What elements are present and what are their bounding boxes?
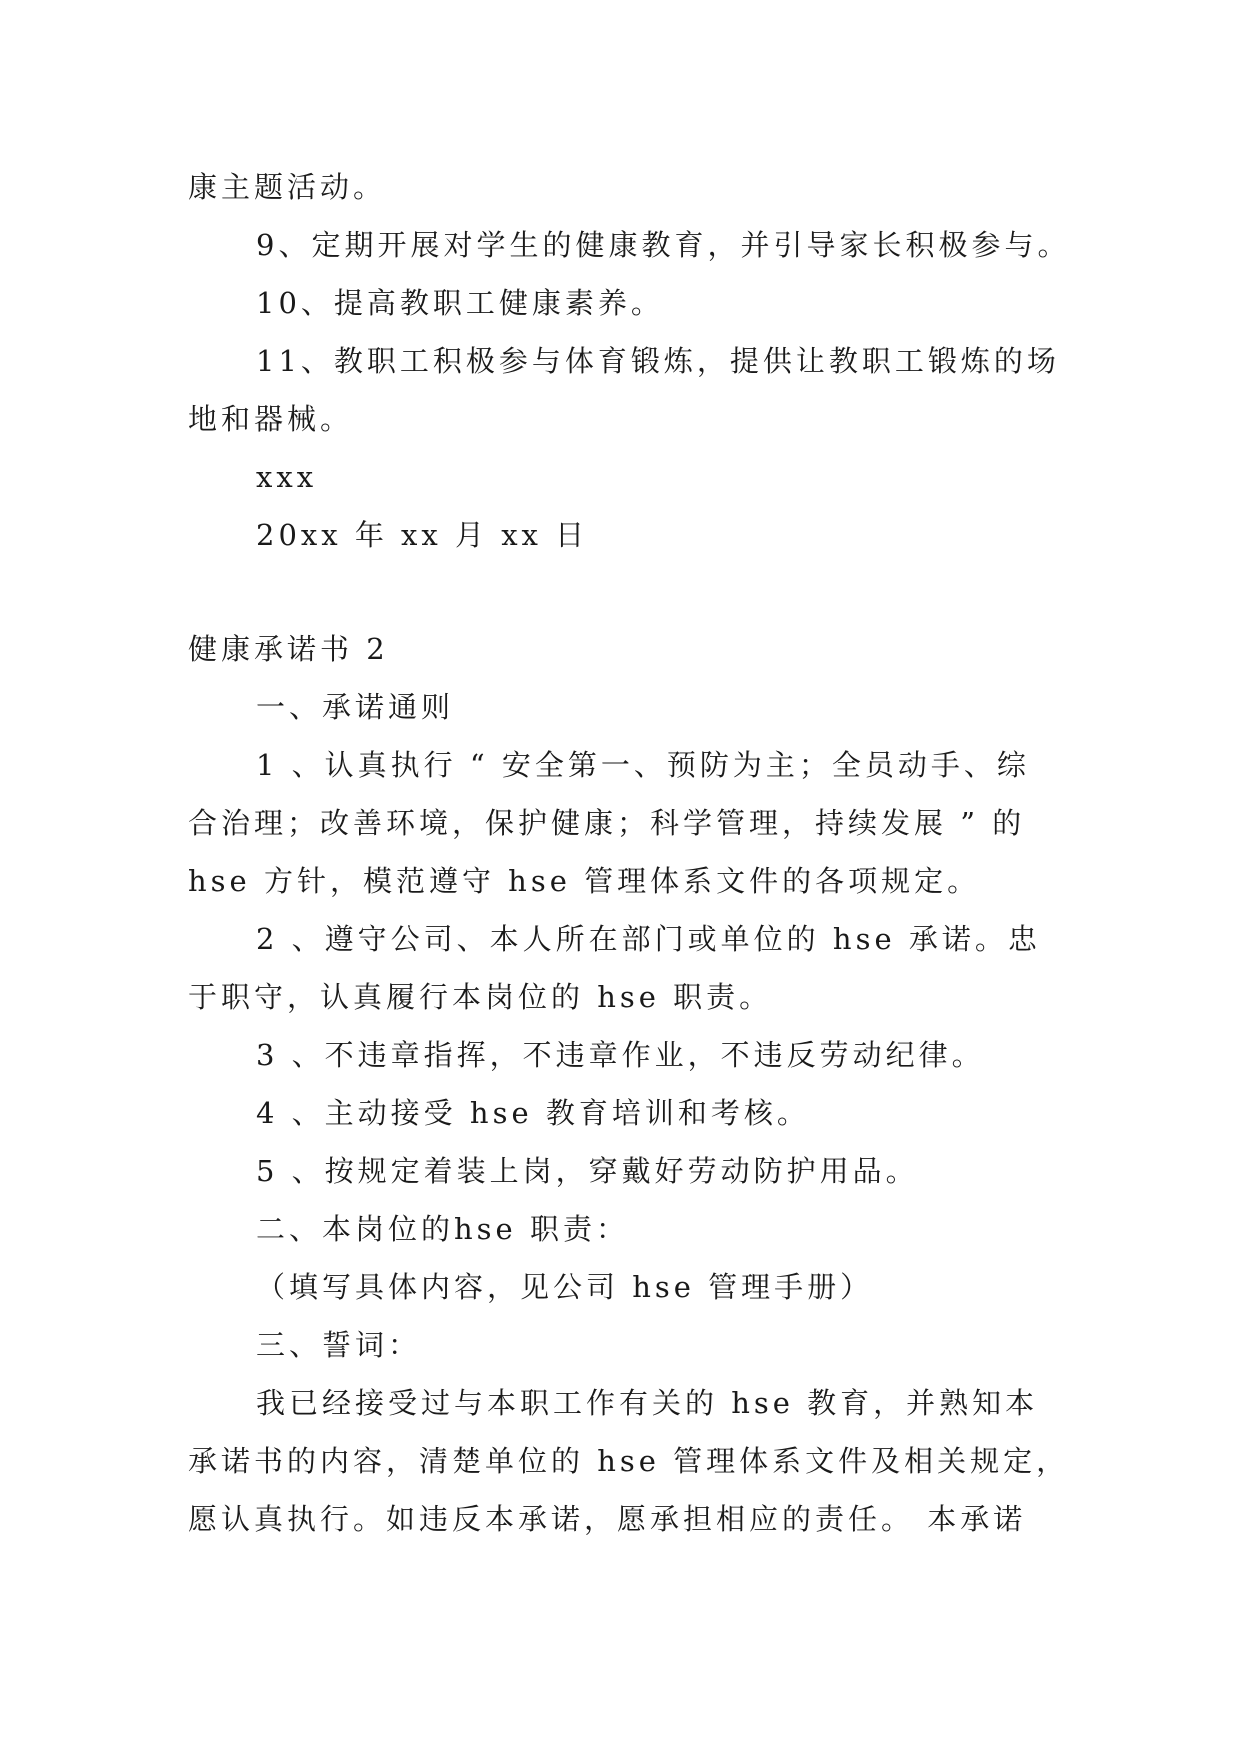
oath-text-continued: 愿认真执行。如违反本承诺，愿承担相应的责任。 本承诺 [188, 1502, 1027, 1536]
list-item-2: 2 、遵守公司、本人所在部门或单位的 hse 承诺。忠 [256, 922, 1041, 956]
list-item-1: 1 、认真执行 “ 安全第一、预防为主；全员动手、综 [256, 748, 1030, 782]
list-item-1-continued: hse 方针，模范遵守 hse 管理体系文件的各项规定。 [188, 864, 981, 898]
signature: xxx [256, 460, 318, 494]
list-item-2-continued: 于职守，认真履行本岗位的 hse 职责。 [188, 980, 773, 1014]
list-item-1-continued: 合治理；改善环境，保护健康；科学管理，持续发展 ” 的 [188, 806, 1026, 840]
part-heading-general: 一、承诺通则 [256, 690, 455, 724]
list-item-4: 4 、主动接受 hse 教育培训和考核。 [256, 1096, 810, 1130]
document-page [188, 158, 1071, 1548]
oath-text: 我已经接受过与本职工作有关的 hse 教育，并熟知本 [256, 1386, 1039, 1420]
section-title: 健康承诺书 2 [188, 632, 389, 666]
text-line: 康主题活动。 [188, 170, 387, 204]
part-heading-oath: 三、誓词： [256, 1328, 422, 1362]
list-item-10: 10、提高教职工健康素养。 [256, 286, 664, 320]
list-item-5: 5 、按规定着装上岗，穿戴好劳动防护用品。 [256, 1154, 919, 1188]
part-heading-duties: 二、本岗位的hse 职责： [256, 1212, 629, 1246]
list-item-11: 11、教职工积极参与体育锻炼，提供让教职工锻炼的场 [256, 344, 1060, 378]
list-item-3: 3 、不违章指挥，不违章作业，不违反劳动纪律。 [256, 1038, 985, 1072]
duties-note: （填写具体内容，见公司 hse 管理手册） [256, 1270, 874, 1304]
oath-text-continued: 承诺书的内容，清楚单位的 hse 管理体系文件及相关规定， [188, 1444, 1070, 1478]
list-item-11-continued: 地和器械。 [188, 402, 354, 436]
list-item-9: 9、定期开展对学生的健康教育，并引导家长积极参与。 [256, 228, 1071, 262]
date: 20xx 年 xx 月 xx 日 [256, 518, 589, 552]
